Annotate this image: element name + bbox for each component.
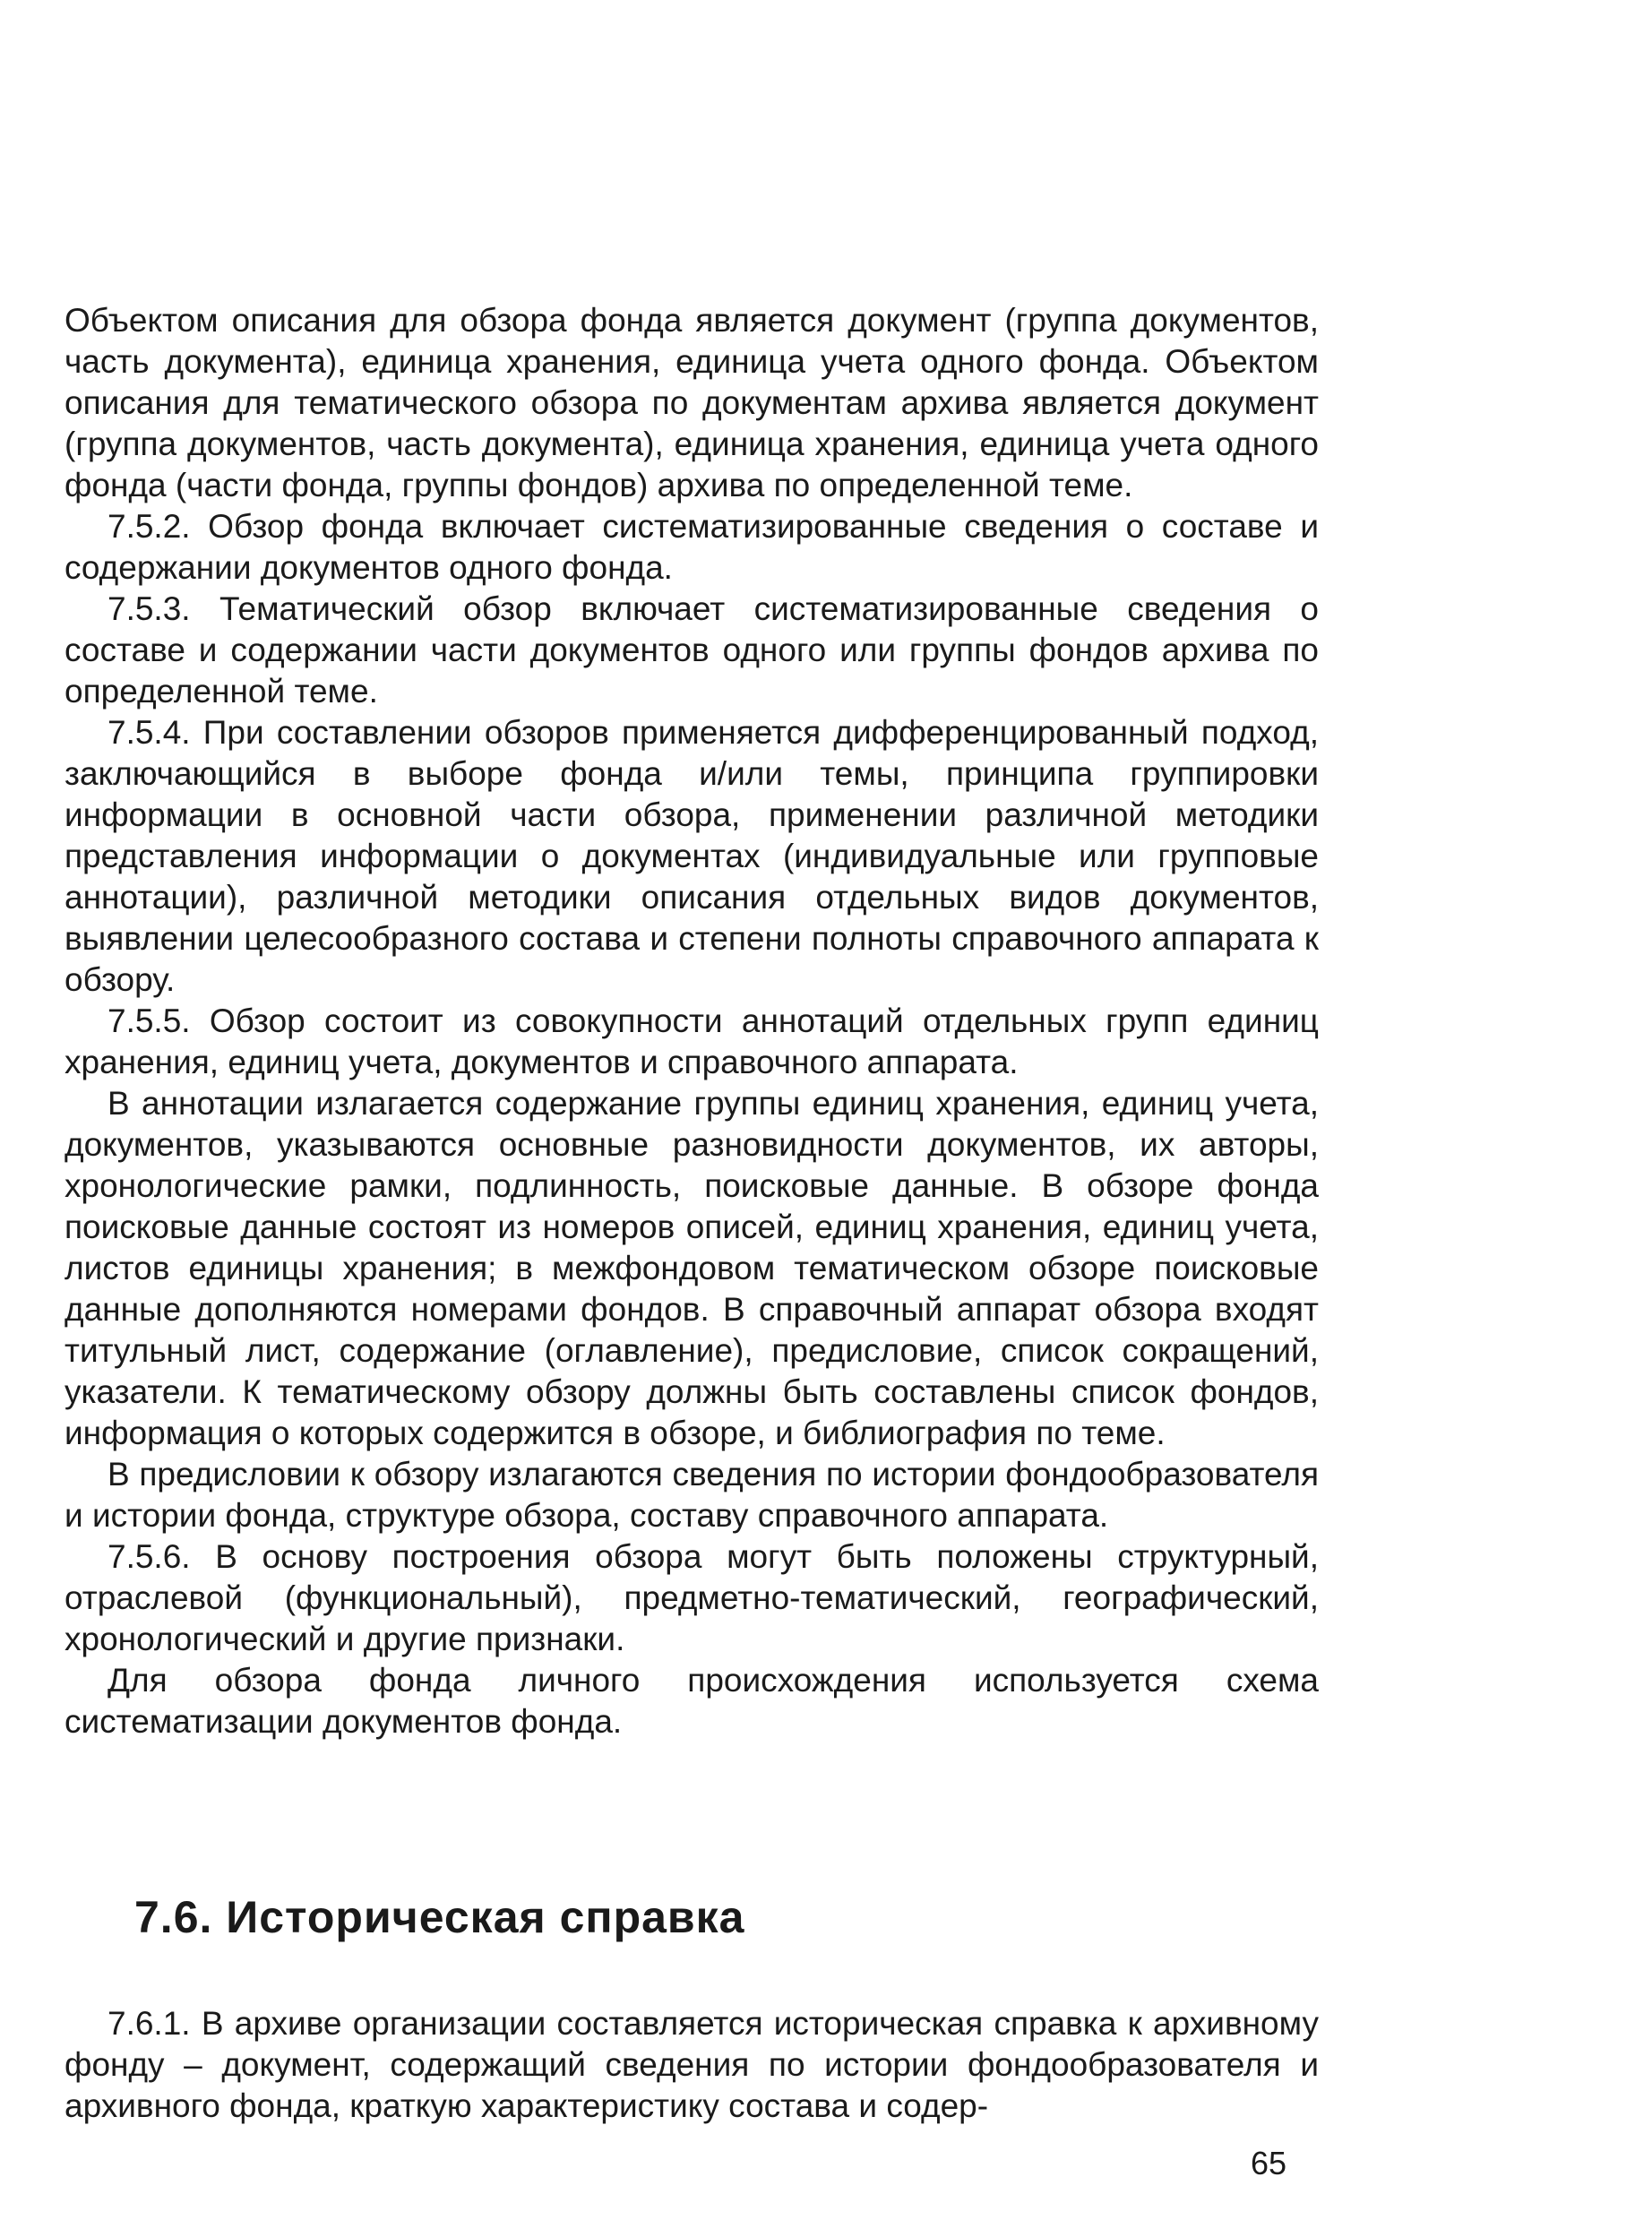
paragraph: В аннотации излагается содержание группы единиц хранения, единиц учета, документов, указываются основные разновидности документов, их авторы, хронологические рамки, подлинность, поисковые данные. В обзоре фонда поисковые данные состоят из номеров описей, единиц хранения, единиц учета, листов единицы хранения; в межфондовом тематическом обзоре поисковые данные дополняются номерами фондов. В справочный аппарат обзора входят титульный лист, содержание (оглавление), предисловие, список сокращений, указатели. К тематическому обзору должны быть составлены список фондов, информация о которых содержится в обзоре, и библиография по теме.: [65, 1085, 1319, 1451]
paragraph: 7.5.5. Обзор состоит из совокупности аннотаций отдельных групп единиц хранения, единиц учета, документов и справочного аппарата.: [65, 1002, 1319, 1080]
paragraph: Объектом описания для обзора фонда является документ (группа документов, часть документа), единица хранения, единица учета одного фонда. Объектом описания для тематического обзора по документам архива является документ (группа документов, часть документа), единица хранения, единица учета одного фонда (части фонда, группы фондов) архива по определенной теме.: [65, 302, 1319, 503]
body-text: [65, 300, 1319, 1742]
paragraph: 7.5.4. При составлении обзоров применяется дифференцированный подход, заключающийся в выборе фонда и/или темы, принципа группировки информации в основной части обзора, применении различной методики представления информации о документах (индивидуальные или групповые аннотации), различной методики описания отдельных видов документов, выявлении целесообразного состава и степени полноты справочного аппарата к обзору.: [65, 714, 1319, 998]
paragraph: 7.6.1. В архиве организации составляется историческая справка к архивному фонду – документ, содержащий сведения по истории фондообразователя и архивного фонда, краткую характеристику состава и содер-: [65, 2005, 1319, 2124]
paragraph: 7.5.6. В основу построения обзора могут быть положены структурный, отраслевой (функциональный), предметно-тематический, географический, хронологический и другие признаки.: [65, 1538, 1319, 1657]
paragraph: 7.5.2. Обзор фонда включает систематизированные сведения о составе и содержании документов одного фонда.: [65, 508, 1319, 586]
page-number: 65: [1251, 2145, 1287, 2181]
paragraph: В предисловии к обзору излагаются сведения по истории фондообразователя и истории фонда, структуре обзора, составу справочного аппарата.: [65, 1456, 1319, 1534]
paragraph: 7.5.3. Тематический обзор включает систематизированные сведения о составе и содержании части документов одного или группы фондов архива по определенной теме.: [65, 590, 1319, 710]
paragraph: Для обзора фонда личного происхождения используется схема систематизации документов фонда.: [65, 1662, 1319, 1740]
section-heading: 7.6. Историческая справка: [134, 1892, 745, 1942]
section-body-text: [65, 2003, 1319, 2127]
